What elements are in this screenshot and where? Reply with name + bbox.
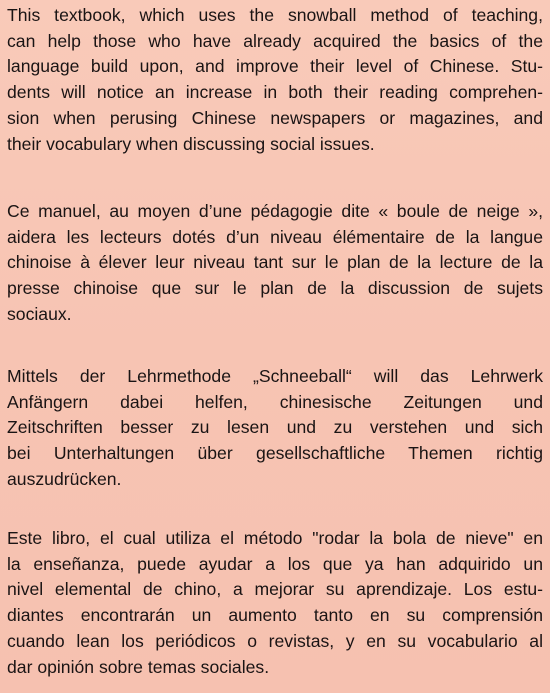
text-line: Este libro, el cual utiliza el método "rodar la bola de nieve" en (7, 528, 543, 548)
text-line: sociaux. (7, 303, 72, 324)
text-line: Mittels der Lehrmethode „Schneeball“ will das Lehrwerk (7, 366, 543, 386)
text-line: chinoise à élever leur niveau tant sur le plan de la lecture de la (7, 252, 543, 273)
paragraph-spanish (7, 526, 543, 680)
text-line: Zeitschriften besser zu lesen und zu verstehen und sich (7, 417, 543, 438)
text-line: their vocabulary when discussing social issues. (7, 133, 375, 154)
text-line: dents will notice an increase in both their reading comprehen- (7, 82, 543, 103)
text-line: presse chinoise que sur le plan de la discussion de sujets (7, 278, 543, 299)
paragraph-english (7, 3, 543, 157)
text-line: This textbook, which uses the snowball method of teaching, (7, 5, 543, 25)
paragraph-german (7, 364, 543, 493)
text-line: sion when perusing Chinese newspapers or magazines, and (7, 107, 543, 128)
text-line: nivel elemental de chino, a mejorar su aprendizaje. Los estu- (7, 579, 543, 600)
text-line: diantes encontrarán un aumento tanto en su comprensión (7, 605, 543, 626)
text-line: cuando lean los periódicos o revistas, y en su vocabulario al (7, 630, 543, 651)
text-line: auszudrücken. (7, 468, 122, 489)
text-line: aidera les lecteurs dotés d’un niveau élémentaire de la langue (7, 226, 543, 247)
text-line: Anfängern dabei helfen, chinesische Zeitungen und (7, 391, 543, 412)
text-line: Ce manuel, au moyen d’une pédagogie dite « boule de neige », (7, 201, 543, 221)
text-line: bei Unterhaltungen über gesellschaftliche Themen richtig (7, 443, 543, 464)
paragraph-french (7, 199, 543, 328)
text-line: dar opinión sobre temas sociales. (7, 656, 270, 677)
text-line: language build upon, and improve their level of Chinese. Stu- (7, 56, 543, 77)
text-line: la enseñanza, puede ayudar a los que ya han adquirido un (7, 553, 543, 574)
text-line: can help those who have already acquired the basics of the (7, 30, 543, 51)
